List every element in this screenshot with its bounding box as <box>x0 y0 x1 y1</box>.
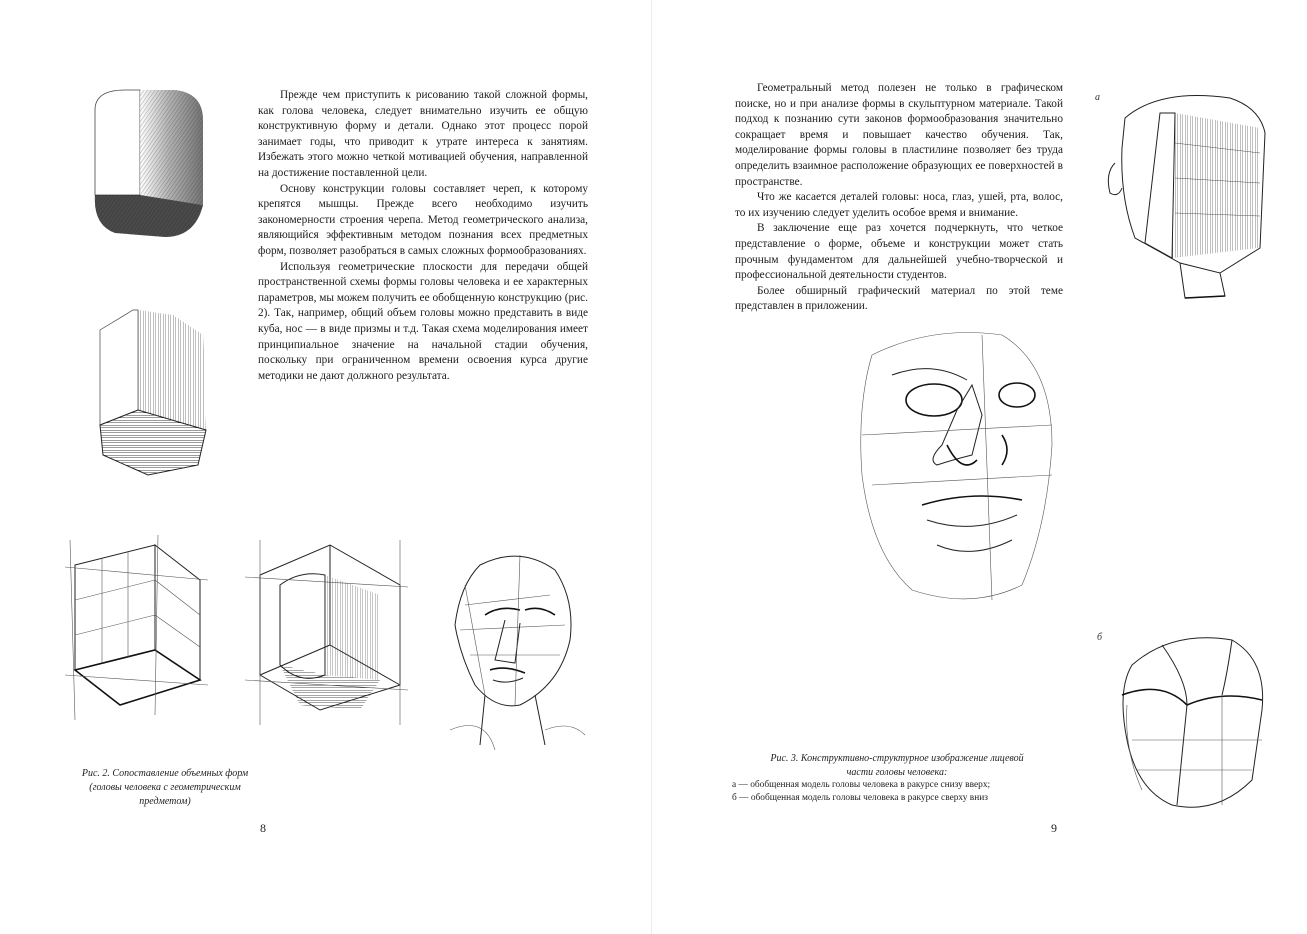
right-paragraph-3: В заключение еще раз хочется подчеркнуть, что четкое представление о форме, объеме и конструкции может стать прочным фундаментом для дальнейшей учебно-творческой и профессиональной деятельности студентов. <box>735 222 1063 282</box>
right-paragraph-1: Геометральный метод полезен не только в графическом поиске, но и при анализе формы в скульптурном материале. Такой подход к познанию сути законов формообразования значительно сокращает время и повышает качество обучения. Так, моделирование формы головы в пластилине позволяет без труда определить взаимное расположение образующих ее поверхностей в пространстве. <box>735 82 1063 188</box>
left-paragraph-3: Используя геометрические плоскости для передачи общей пространственной схемы формы головы человека и ее характерных параметров, мы можем получить ее обобщенную конструкцию (рис. 2). Так, например, общий объем головы можно представить в виде куба, нос — в виде призмы и т.д. Такая схема моделирования имеет принципиальное значение на начальной стадии обучения, поскольку при ограниченном времени освоения курса другие методики не дают должного результата. <box>258 260 588 382</box>
caption-line: предметом) <box>139 796 191 807</box>
cube-grid-sketch <box>60 535 210 725</box>
figure-letter-b: б <box>1097 632 1103 643</box>
prism-sketch <box>88 305 213 485</box>
caption-line: Рис. 2. Сопоставление объемных форм <box>81 768 249 779</box>
figure-3-caption <box>732 752 1062 780</box>
right-body-text <box>735 81 1063 315</box>
cube-head-sketch <box>240 535 410 730</box>
figure-3-caption-items <box>732 779 1077 805</box>
face-structure-sketch <box>852 325 1062 610</box>
right-page <box>652 0 1307 934</box>
caption-line: (головы человека с геометрическим <box>89 782 241 793</box>
figure-2-caption <box>60 767 270 809</box>
left-paragraph-2: Основу конструкции головы составляет череп, к которому крепятся мышцы. Прежде всего необходимо изучить закономерности строения черепа. Метод геометрического анализа, являющийся эффективным методом познания всех предметных форм, позволяет разобраться в самых сложных формообразованиях. <box>258 182 588 257</box>
right-paragraph-4: Более обширный графический материал по этой теме представлен в приложении. <box>735 284 1063 313</box>
caption-item-a: а — обобщенная модель головы человека в ракурсе снизу вверх; <box>732 780 991 790</box>
right-paragraph-2: Что же касается деталей головы: носа, глаз, ушей, рта, волос, то их изучению следует уделить особое время и внимание. <box>735 191 1063 219</box>
rounded-cube-sketch <box>85 85 210 245</box>
head-from-above-sketch <box>1102 630 1282 820</box>
page-number-left: 8 <box>260 821 266 835</box>
caption-line: части головы человека: <box>846 767 948 778</box>
left-page <box>0 0 652 934</box>
head-from-below-sketch <box>1100 88 1280 303</box>
page-number-right: 9 <box>1051 821 1057 835</box>
head-sketch <box>425 545 590 755</box>
figure-letter-a: а <box>1095 92 1100 103</box>
caption-line: Рис. 3. Конструктивно-структурное изображение лицевой <box>770 753 1024 764</box>
caption-item-b: б — обобщенная модель головы человека в ракурсе сверху вниз <box>732 793 988 803</box>
left-paragraph-1: Прежде чем приступить к рисованию такой сложной формы, как голова человека, следует внимательно изучить ее общую конструктивную форму и детали. Однако этот процесс порой занимает годы, что приводит к утрате интереса к занятиям. Избежать этого можно четкой мотивацией обучения, направленной на достижение поставленной цели. <box>258 89 588 179</box>
left-body-text <box>258 88 588 384</box>
